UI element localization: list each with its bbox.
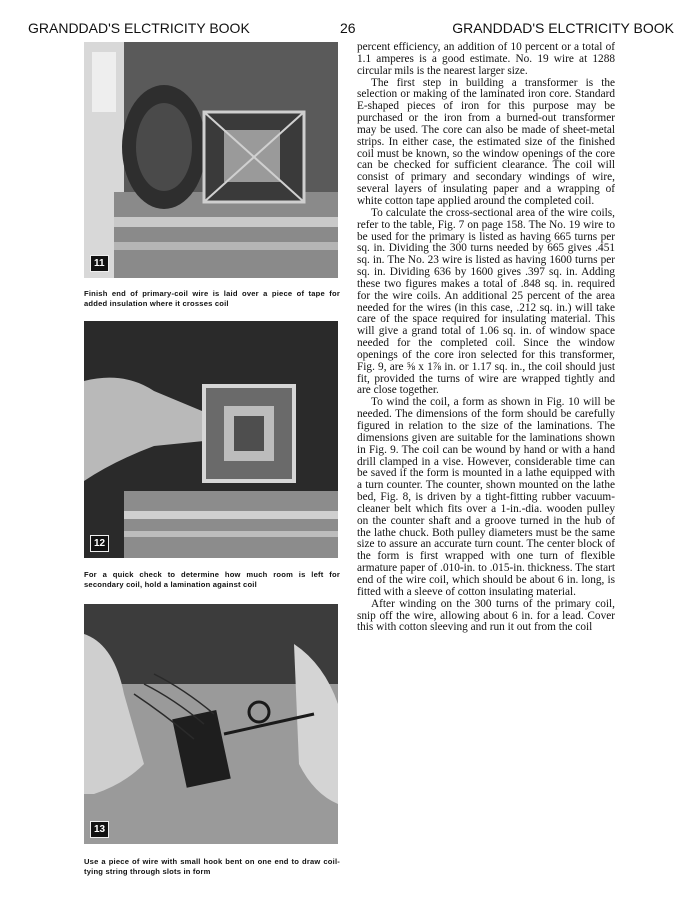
header-left-title: GRANDDAD'S ELCTRICITY BOOK xyxy=(28,20,250,36)
lamination-check-image xyxy=(84,321,338,558)
figure-11-photo xyxy=(84,42,338,278)
lathe-coil-form-image xyxy=(84,42,338,278)
body-paragraph: To wind the coil, a form as shown in Fig. 10 will be needed. The dimensions of the form should be carefully figured in relation to the size of the laminations. The dimensions given are suitable for the laminations shown in Fig. 9. The coil can be wound by hand or with a hand drill clamped in a vise. However, considerable time can be saved if the form is mounted in a lathe equipped with a turn counter. The counter, shown mounted on the lathe bed, Fig. 8, is driven by a tight-fitting rubber vacuum-cleaner belt which fits over a 1-in.-dia. wooden pulley on the counter shaft and a groove turned in the hub of the lathe chuck. Both pulley diameters must be the same size to assure an accurate turn count. The center block of the form is first wrapped with one turn of flexible armature paper of .010-in. to .015-in. thickness. The start end of the wire coil, which should be about 6 in. long, is fitted with a sleeve of cotton insulating material. xyxy=(357,396,615,598)
article-body xyxy=(357,42,615,892)
body-paragraph: The first step in building a transformer is the selection or making of the laminated iron core. Standard E-shaped pieces of iron for this purpose may be purchased or the iron from a burned-out transformer may be used. The core can also be made of sheet-metal strips. In either case, the estimated size of the finished coil must be known, so the window openings of the core can be checked for sufficient clearance. The coil will consist of primary and secondary windings of wire, several layers of insulating paper and a wrapping of white cotton tape applied around the completed coil. xyxy=(357,76,615,207)
figure-13-photo xyxy=(84,604,338,844)
figure-number-badge: 11 xyxy=(90,255,109,272)
body-paragraph: After winding on the 300 turns of the primary coil, snip off the wire, allowing about 6 in. for a lead. Cover this with cotton sleeving and run it out from the coil xyxy=(357,597,615,634)
figure-number-badge: 12 xyxy=(90,535,109,552)
page-number: 26 xyxy=(340,20,356,36)
page-header xyxy=(0,20,700,42)
header-right-title: GRANDDAD'S ELCTRICITY BOOK xyxy=(452,20,674,36)
coil-tying-image xyxy=(84,604,338,844)
figure-number-badge: 13 xyxy=(90,821,109,838)
figure-12-caption: For a quick check to determine how much room is left for secondary coil, hold a lamination against coil xyxy=(84,570,340,589)
figure-12-photo xyxy=(84,321,338,558)
figure-13-caption: Use a piece of wire with small hook bent on one end to draw coil-tying string through slots in form xyxy=(84,857,340,876)
figure-11-caption: Finish end of primary-coil wire is laid over a piece of tape for added insulation where it crosses coil xyxy=(84,289,340,308)
body-paragraph: percent efficiency, an addition of 10 percent or a total of 1.1 amperes is a good estimate. No. 19 wire at 1288 circular mils is the nearest larger size. xyxy=(357,42,615,77)
body-paragraph: To calculate the cross-sectional area of the wire coils, refer to the table, Fig. 7 on page 158. The No. 19 wire to be used for the primary is listed as having 665 turns per sq. in. Dividing the 300 turns needed by 665 gives .451 sq. in. The No. 23 wire is listed as having 1600 turns per sq. in. Dividing 636 by 1600 gives .397 sq. in. Adding these two figures makes a total of .848 sq. in. required for the wire coils. An additional 25 percent of the area needed for the wires (in this case, .212 sq. in.) will take care of the space required for insulating material. This will give a grand total of 1.06 sq. in. of window space needed for the completed coil. Since the window openings of the core iron selected for this transformer, Fig. 9, are ⅝ x 1⅞ in. or 1.17 sq. in., the coil should just fit, provided the turns of wire are wrapped tightly and are close together. xyxy=(357,206,615,397)
